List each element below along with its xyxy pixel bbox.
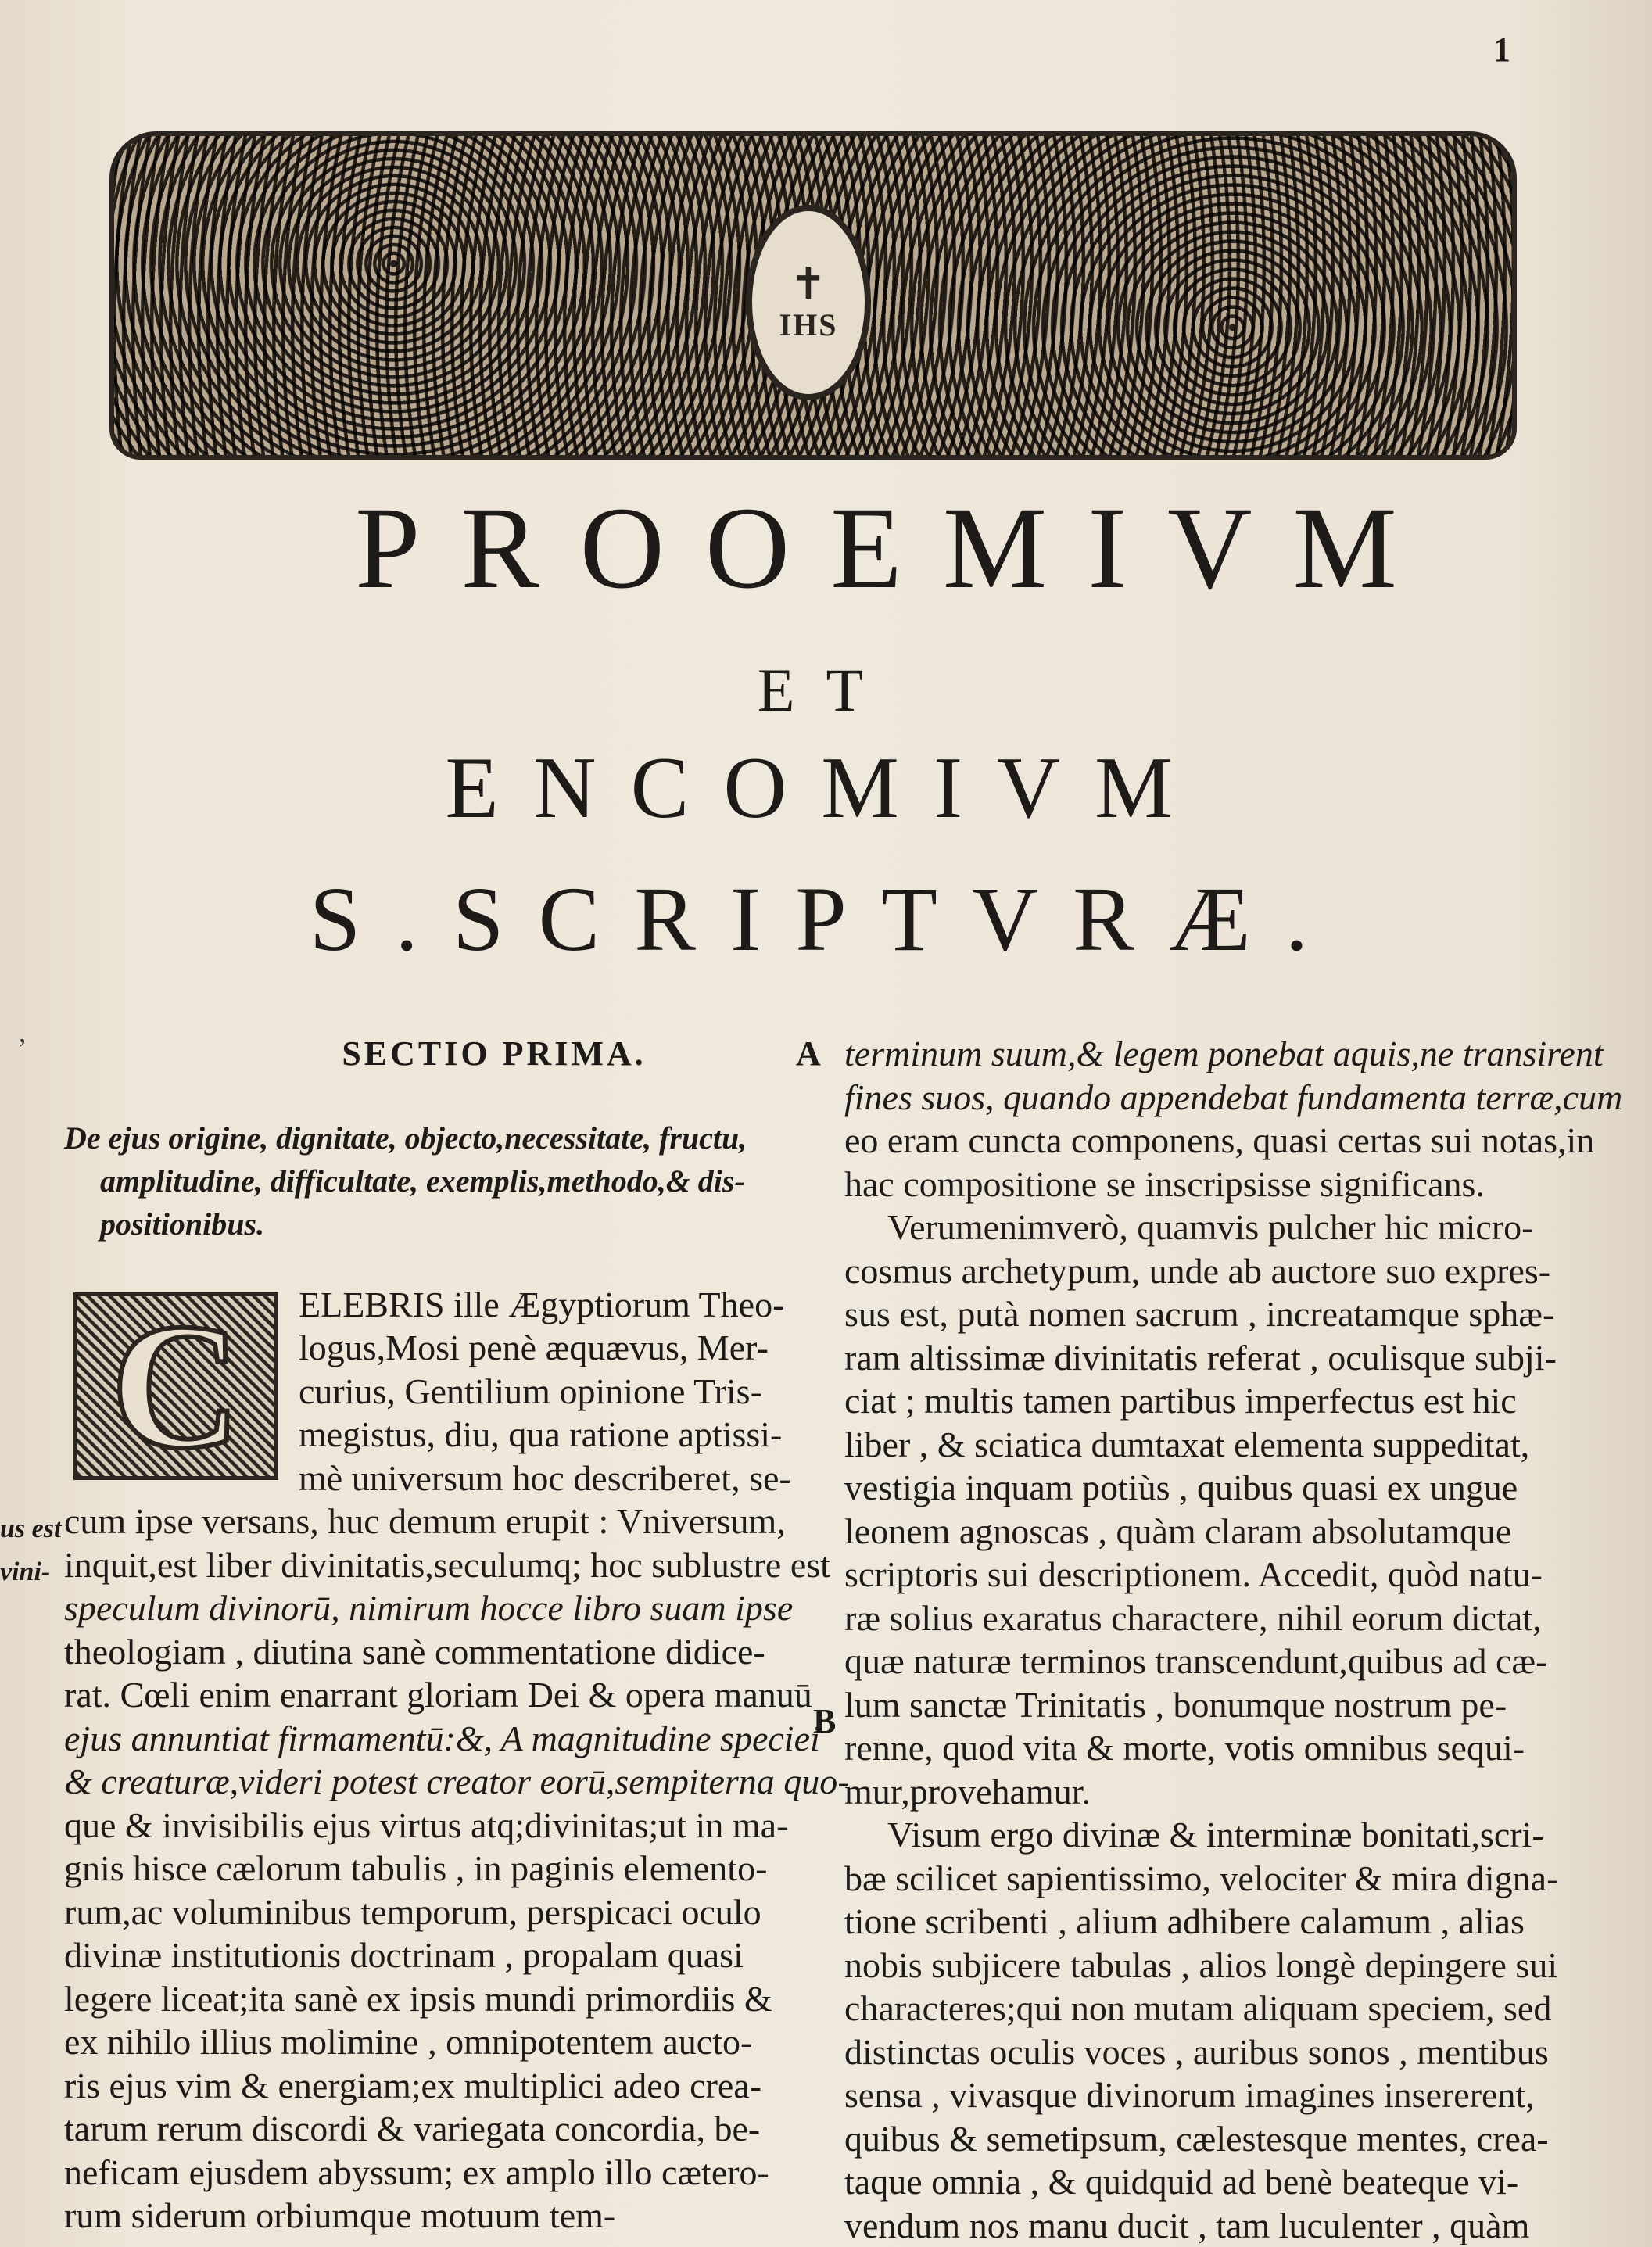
title-line-1: PROOEMIVM (70, 481, 1652, 615)
text-line: theologiam , diutina sanè commentatione didice- (64, 1630, 807, 1674)
margin-note: us est (0, 1507, 61, 1550)
text-line: megistus, diu, qua ratione aptissi- (64, 1413, 807, 1457)
text-line: lum sanctæ Trinitatis , bonumque nostrum pe- (844, 1683, 1564, 1727)
text-line: leonem agnoscas , quàm claram absolutamque (844, 1510, 1564, 1554)
text-line: neficam ejusdem abyssum; ex amplo illo cætero- (64, 2151, 807, 2195)
text-line: tione scribenti , alium adhibere calamum , alias (844, 1900, 1564, 1944)
page-number: 1 (1493, 30, 1510, 70)
text-line: ex nihilo illius molimine , omnipotentem aucto- (64, 2020, 807, 2064)
text-line: ELEBRIS ille Ægyptiorum Theo- (64, 1283, 807, 1327)
text-line: Verumenimverò, quamvis pulcher hic micro- (844, 1206, 1564, 1249)
text-line: inquit,est liber divinitatis,seculumq; hoc sublustre est (64, 1543, 807, 1587)
text-line: rat. Cœli enim enarrant gloriam Dei & opera manuū (64, 1673, 807, 1717)
text-line: ræ solius exaratus charactere, nihil eorum dictat, (844, 1597, 1564, 1640)
text-line: ciat ; multis tamen partibus imperfectus est hic (844, 1379, 1564, 1423)
margin-note: vini- (0, 1550, 50, 1593)
text-line: ejus annuntiat firmamentū:&, A magnitudine speciei (64, 1717, 807, 1761)
text-line: sensa , vivasque divinorum imagines insererent, (844, 2073, 1564, 2117)
text-line: eo eram cuncta componens, quasi certas sui notas,in (844, 1119, 1564, 1163)
text-line: rum siderum orbiumque motuum tem- (64, 2194, 807, 2238)
text-line: quibus & semetipsum, cælestesque mentes, crea- (844, 2117, 1564, 2161)
text-line: legere liceat;ita sanè ex ipsis mundi primordiis & (64, 1977, 807, 2021)
text-line: quæ naturæ terminos transcendunt,quibus ad cæ- (844, 1640, 1564, 1683)
title-line-2: ET (0, 655, 1652, 726)
section-heading: SECTIO PRIMA. (181, 1032, 807, 1076)
text-line: speculum divinorū, nimirum hocce libro suam ipse (64, 1586, 807, 1630)
ink-mark: ’ (17, 1032, 27, 1066)
text-line: & creaturæ,videri potest creator eorū,sempiterna quo- (64, 1760, 807, 1804)
body-text-left (64, 1283, 807, 2238)
text-line: ram altissimæ divinitatis referat , oculisque subji- (844, 1336, 1564, 1380)
text-line: characteres;qui non mutam aliquam speciem, sed (844, 1987, 1564, 2030)
text-line: curius, Gentilium opinione Tris- (64, 1370, 807, 1414)
text-line: taque omnia , & quidquid ad benè beateque vi- (844, 2160, 1564, 2204)
text-line: rum,ac voluminibus temporum, perspicaci oculo (64, 1890, 807, 1934)
section-subtitle (64, 1116, 807, 1245)
text-line: distinctas oculis voces , auribus sonos , mentibus (844, 2030, 1564, 2074)
margin-marker-a: A (796, 1034, 821, 1073)
text-line: logus,Mosi penè æquævus, Mer- (64, 1326, 807, 1370)
ornamental-drop-cap-icon (73, 1292, 278, 1480)
text-line: que & invisibilis ejus virtus atq;divinitas;ut in ma- (64, 1804, 807, 1847)
text-line: scriptoris sui descriptionem. Accedit, quòd natu- (844, 1553, 1564, 1597)
text-line: terminum suum,& legem ponebat aquis,ne transirent (844, 1032, 1564, 1076)
text-line: vendum nos manu ducit , tam luculenter , quàm (844, 2204, 1564, 2247)
text-line: bæ scilicet sapientissimo, velociter & mira digna- (844, 1857, 1564, 1901)
text-line: liber , & sciatica dumtaxat elementa suppeditat, (844, 1423, 1564, 1467)
title-line-3: ENCOMIVM (0, 738, 1652, 839)
text-line: sus est, putà nomen sacrum , increatamque sphæ- (844, 1292, 1564, 1336)
text-line: cosmus archetypum, unde ab auctore suo expres- (844, 1249, 1564, 1293)
text-line: divinæ institutionis doctrinam , propalam quasi (64, 1933, 807, 1977)
text-line: hac compositione se inscripsisse significans. (844, 1163, 1564, 1206)
ornamental-headpiece (109, 131, 1517, 460)
right-column (844, 1032, 1564, 2247)
ihs-emblem-icon (746, 205, 871, 400)
text-line: ris ejus vim & energiam;ex multiplici adeo crea- (64, 2064, 807, 2108)
title-line-4: S.SCRIPTVRÆ. (0, 866, 1652, 973)
text-line: vestigia inquam potiùs , quibus quasi ex ungue (844, 1466, 1564, 1510)
text-line: Visum ergo divinæ & interminæ bonitati,scri- (844, 1813, 1564, 1857)
subtitle-line: amplitudine, difficultate, exemplis,methodo,& dis- (64, 1159, 807, 1202)
subtitle-line: positionibus. (64, 1202, 807, 1245)
drop-cap-letter: C (111, 1308, 241, 1464)
cross-icon: ✝ (790, 263, 827, 306)
text-line: cum ipse versans, huc demum erupit : Vniversum, (64, 1500, 807, 1543)
text-line: tarum rerum discordi & variegata concordia, be- (64, 2107, 807, 2151)
left-column (64, 1032, 807, 2238)
text-line: renne, quod vita & morte, votis omnibus sequi- (844, 1726, 1564, 1770)
text-line: nobis subjicere tabulas , alios longè depingere sui (844, 1944, 1564, 1987)
subtitle-line: De ejus origine, dignitate, objecto,necessitate, fructu, (64, 1120, 747, 1156)
bleed-through-text (829, 47, 837, 89)
margin-marker-b: B (813, 1701, 836, 1741)
text-line: mè universum hoc describeret, se- (64, 1457, 807, 1500)
text-line: fines suos, quando appendebat fundamenta terræ,cum (844, 1076, 1564, 1120)
text-line: gnis hisce cælorum tabulis , in paginis elemento- (64, 1847, 807, 1890)
text-line: mur,provehamur. (844, 1770, 1564, 1814)
ihs-monogram: IHS (779, 306, 838, 343)
